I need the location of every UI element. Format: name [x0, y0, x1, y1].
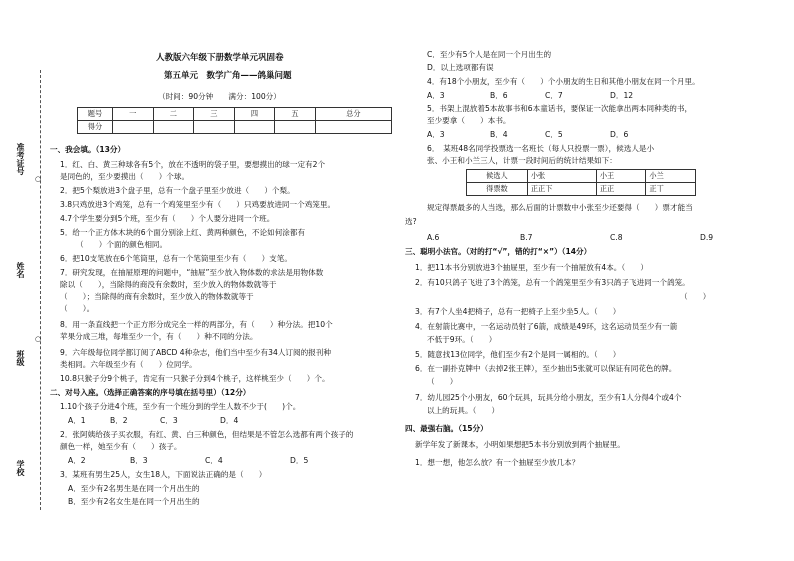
judge-question-2-cont: （ ）	[680, 292, 711, 301]
choice-2-option-a: A．2	[68, 456, 86, 465]
fill-question-1-cont: 是同色的，至少要摸出（ ）个球。	[60, 172, 190, 181]
score-header-cell: 二	[153, 108, 194, 121]
vote-header-cell: 候选人	[467, 170, 528, 183]
score-cell[interactable]	[113, 121, 154, 134]
choice-2-option-d: D．5	[290, 456, 309, 465]
choice-question-6-cont: 张、小王和小兰三人，计票一段时间后的统计结果如下：	[427, 156, 617, 165]
judge-question-7-cont: 以上的玩具。（ ）	[427, 406, 500, 415]
score-cell[interactable]	[234, 121, 275, 134]
choice-question-5: 5．书架上混放着5本故事书和6本童话书，要保证一次能拿出两本同种类的书，	[427, 104, 693, 113]
vote-count-xiaolan: 正丅	[646, 183, 696, 196]
fill-question-6: 6．把10支笔放在6个笔筒里，总有一个笔筒里至少有（ ）支笔。	[60, 254, 292, 263]
score-header-cell: 题号	[78, 108, 113, 121]
score-cell[interactable]	[275, 121, 316, 134]
binding-circle-1: ○	[35, 175, 42, 183]
choice-5-option-b: B．4	[490, 130, 508, 139]
choice-question-5-cont: 至少要拿（ ）本书。	[427, 116, 511, 125]
fill-question-9: 9．六年级每位同学都订阅了ABCD 4种杂志，他们当中至少有34人订阅的报刊种	[60, 348, 331, 357]
score-header-cell: 一	[113, 108, 154, 121]
choice-6-option-c: C.8	[610, 233, 623, 242]
choice-1-option-d: D．4	[220, 416, 239, 425]
choice-question-6: 6． 某班48名同学投票选一名班长（每人只投票一票），候选人是小	[427, 144, 655, 153]
choice-question-2-cont: 颜色一样，她至少有（ ）孩子。	[60, 442, 182, 451]
choice-4-option-d: D．12	[610, 91, 634, 100]
score-header-cell: 总分	[315, 108, 391, 121]
name-label: 姓名	[16, 262, 25, 278]
exam-info: （时间：90分钟 满分：100分）	[158, 92, 281, 101]
school-label: 学校	[16, 460, 25, 476]
choice-2-option-b: B．3	[130, 456, 148, 465]
vote-count-xiaozhang: 正正下	[527, 183, 596, 196]
vote-header-cell: 小王	[596, 170, 646, 183]
choice-6-option-b: B.7	[520, 233, 533, 242]
choice-question-1: 1.10个孩子分进4个班，至少有一个班分到的学生人数不少于( )个。	[60, 402, 301, 411]
choice-question-3: 3．某班有男生25人，女生18人，下面说法正确的是（ ）	[60, 470, 267, 479]
judge-question-1: 1．把11本书分别放进3个抽屉里，至少有一个抽屉放有4本。（ ）	[415, 263, 648, 272]
choice-1-option-a: A．1	[68, 416, 86, 425]
choice-3-option-a: A．至少有2名男生是在同一个月出生的	[68, 484, 200, 493]
fill-question-2: 2．把5个梨放进3个盘子里，总有一个盘子里至少放进（ ）个梨。	[60, 186, 295, 195]
fill-question-8-cont: 苹果分成三堆，每堆至少一个，有（ ）种不同的分法。	[60, 332, 258, 341]
judge-question-3: 3．有7个人坐4把椅子，总有一把椅子上至少坐5人。（ ）	[415, 307, 621, 316]
score-cell[interactable]	[315, 121, 391, 134]
judge-question-4-cont: 不低于9环。（ ）	[427, 335, 497, 344]
section-1-title: 一、我会填。（13分）	[50, 145, 126, 154]
choice-3-option-b: B．至少有2名女生是在同一个月出生的	[68, 497, 200, 506]
choice-6-option-d: D.9	[700, 233, 714, 242]
fill-question-7: 7．研究发现，在抽屉原理的问题中，“抽屉”至少放入物体数的求法是用物体数	[60, 268, 324, 277]
judge-question-5: 5．随意找13位同学，他们至少有2个是同一属相的。（ ）	[415, 350, 621, 359]
choice-6-option-a: A.6	[427, 233, 440, 242]
fill-question-1: 1．红、白、黄三种球各有5个，放在不透明的袋子里，要想摸出的球一定有2个	[60, 160, 326, 169]
vote-table	[466, 169, 696, 196]
problem-question-1: 1．想一想，他怎么放？有一个抽屉至少放几本？	[415, 458, 580, 467]
choice-question-2: 2．张阿姨给孩子买衣服，有红、黄、白三种颜色，但结果是不管怎么选都有两个孩子的	[60, 430, 354, 439]
vote-row-label: 得票数	[467, 183, 528, 196]
score-header-cell: 五	[275, 108, 316, 121]
fill-question-7-cont-2: （ ）；当除得的商有余数时，至少放入的物体数就等于	[60, 292, 254, 301]
binding-dotted-line	[40, 70, 41, 510]
fill-question-7-cont-1: 除以（ ），当除得的商没有余数时，至少放入的物体数就等于	[60, 280, 277, 289]
fill-question-10: 10.8只猴子分9个桃子，肯定有一只猴子分到4个桃子，这样桃至少（ ）个。	[60, 374, 330, 383]
class-label: 班级	[16, 350, 25, 366]
choice-question-6-rule: 规定得票最多的人当选，那么后面的计票数中小张至少还要得（ ）票才能当	[427, 203, 693, 212]
score-header-cell: 三	[194, 108, 235, 121]
choice-3-option-c: C．至少有5个人是在同一个月出生的	[427, 50, 552, 59]
choice-2-option-c: C．4	[205, 456, 223, 465]
score-row-label: 得分	[78, 121, 113, 134]
score-table-header-row	[78, 108, 392, 121]
section-2-title: 二、对号入座。（选择正确答案的序号填在括号里）（12分）	[50, 388, 251, 397]
score-cell[interactable]	[194, 121, 235, 134]
score-table-score-row	[78, 121, 392, 134]
choice-5-option-c: C．5	[545, 130, 563, 139]
fill-question-5: 5．给一个正方体木块的6个面分别涂上红、黄两种颜色，不论如何涂都有	[60, 228, 306, 237]
fill-question-8: 8．用一条直线把一个正方形分成完全一样的两部分，有（ ）种分法。把10个	[60, 320, 333, 329]
choice-4-option-c: C．7	[545, 91, 563, 100]
choice-4-option-a: A．3	[427, 91, 445, 100]
choice-5-option-a: A．3	[427, 130, 445, 139]
judge-question-6: 6．在一副扑克牌中（去掉2张王牌），至少抽出5张就可以保证有同花色的牌。	[415, 364, 677, 373]
judge-question-2: 2．有10只鸽子飞进了3个鸽笼，总有一个鸽笼里至少有3只鸽子飞进同一个鸽笼。	[415, 278, 690, 287]
choice-4-option-b: B．6	[490, 91, 508, 100]
choice-1-option-b: B．2	[110, 416, 128, 425]
fill-question-4: 4.7个学生要分到5个班，至少有（ ）个人要分进同一个班。	[60, 214, 275, 223]
choice-question-6-rule-cont: 选?	[405, 217, 417, 226]
judge-question-4: 4．在射箭比赛中，一名运动员射了6箭，成绩是49环，这名运动员至少有一箭	[415, 322, 678, 331]
page-title: 人教版六年级下册数学单元巩固卷	[156, 53, 284, 63]
fill-question-5-cont: （ ）个面的颜色相同。	[76, 240, 168, 249]
page-subtitle: 第五单元 数学广角——鸽巢问题	[164, 71, 292, 81]
fill-question-3: 3.8只鸡放进3个鸡笼，总有一个鸡笼里至少有（ ）只鸡要放进同一个鸡笼里。	[60, 200, 336, 209]
judge-question-6-cont: （ ）	[427, 377, 458, 386]
exam-number-label: 准考证号	[16, 143, 25, 175]
fill-question-7-cont-3: （ ）。	[60, 304, 95, 313]
choice-5-option-d: D．6	[610, 130, 629, 139]
section-4-title: 四、最强右脑。（15分）	[405, 424, 488, 433]
vote-table-header-row	[467, 170, 696, 183]
choice-1-option-c: C．3	[160, 416, 178, 425]
vote-header-cell: 小张	[527, 170, 596, 183]
section-3-title: 三、聪明小法官。（对的打“√”，错的打“×”）（14分）	[405, 247, 592, 256]
fill-question-9-cont: 类相同。六年级至少有（ ）位同学。	[60, 360, 197, 369]
score-header-cell: 四	[234, 108, 275, 121]
vote-header-cell: 小兰	[646, 170, 696, 183]
vote-table-count-row	[467, 183, 696, 196]
binding-circle-2: ○	[35, 335, 42, 343]
vote-count-xiaowang: 正正	[596, 183, 646, 196]
problem-intro: 新学年发了新课本，小明如果想把5本书分别放到两个抽屉里。	[415, 440, 625, 449]
judge-question-7: 7．幼儿园25个小朋友，60个玩具，玩具分给小朋友，至少有1人分得4个或4个	[415, 393, 682, 402]
choice-question-4: 4．有18个小朋友，至少有（ ）个小朋友的生日和其他小朋友在同一个月里。	[427, 77, 700, 86]
choice-3-option-d: D．以上选项都有误	[427, 63, 494, 72]
score-cell[interactable]	[153, 121, 194, 134]
score-table	[77, 107, 392, 134]
